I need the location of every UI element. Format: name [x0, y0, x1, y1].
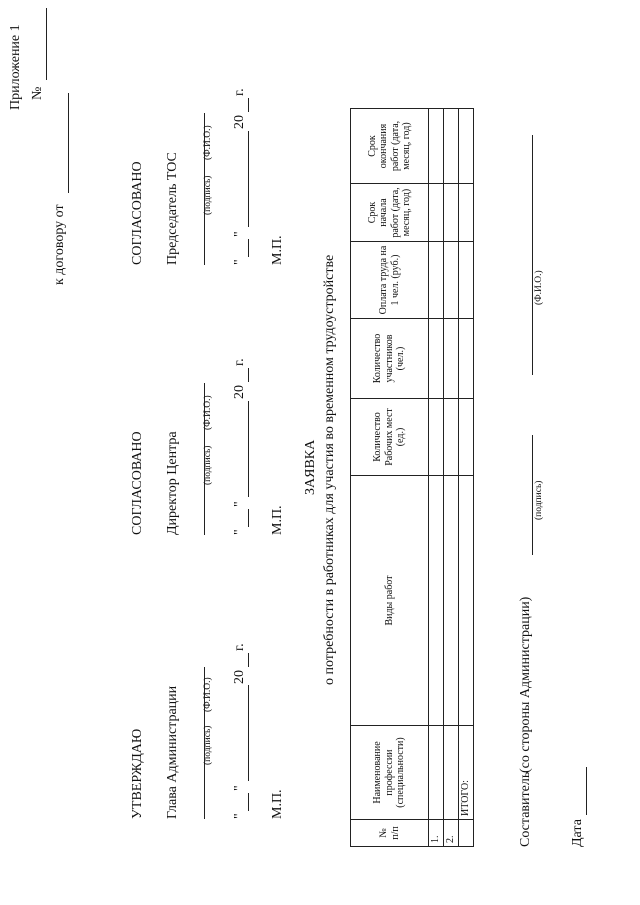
agreed-tos-year-prefix: 20 — [232, 115, 247, 129]
column-header: Наименование профессии (специальности) — [351, 726, 429, 820]
compiler-fio-line — [532, 135, 533, 375]
table-cell — [444, 319, 459, 399]
table-cell — [444, 184, 459, 242]
approved-heading: УТВЕРЖДАЮ — [130, 728, 145, 819]
agreed-center-month-line — [248, 401, 249, 497]
agreed-center-heading: СОГЛАСОВАНО — [130, 431, 145, 535]
table-cell — [429, 476, 444, 726]
table-cell — [444, 476, 459, 726]
table-cell — [444, 399, 459, 476]
table-cell — [459, 399, 474, 476]
table-header-row — [351, 109, 429, 847]
table-cell — [459, 319, 474, 399]
agreed-tos-month-line — [248, 131, 249, 227]
agreed-center-sign-label: (подпись) — [203, 445, 213, 485]
table-cell — [459, 184, 474, 242]
agreed-center-seal: М.П. — [270, 505, 285, 535]
agreed-tos-quote-open: " — [232, 259, 247, 265]
table-cell — [429, 319, 444, 399]
table-cell — [429, 242, 444, 319]
request-subtitle: о потребности в работниках для участия во временном трудоустройстве — [322, 254, 337, 685]
column-header: Срок окончания работ (дата, месяц, год) — [351, 109, 429, 184]
agreed-tos-seal: М.П. — [270, 235, 285, 265]
approved-seal: М.П. — [270, 789, 285, 819]
date-line — [586, 767, 587, 815]
agreed-center-fio-label: (Ф.И.О.) — [203, 395, 213, 430]
approved-day-line — [248, 793, 249, 811]
appendix-title: Приложение 1 — [8, 24, 23, 110]
table-cell — [429, 726, 444, 820]
column-header: Количество участников (чел.) — [351, 319, 429, 399]
column-header: № п/п — [351, 820, 429, 847]
date-label: Дата — [570, 819, 585, 847]
agreed-center-year-prefix: 20 — [232, 385, 247, 399]
agreed-center-day-line — [248, 509, 249, 527]
agreed-tos-year-line — [248, 98, 249, 112]
table-cell — [429, 109, 444, 184]
approved-year-prefix: 20 — [232, 670, 247, 684]
approved-month-line — [248, 685, 249, 781]
column-header: Оплата труда на 1 чел. (руб.) — [351, 242, 429, 319]
compiler-sign-line — [532, 435, 533, 555]
agreed-tos-quote-close: " — [232, 231, 247, 237]
contract-date-line — [68, 93, 69, 193]
agreed-center-quote-open: " — [232, 529, 247, 535]
approved-quote-close: " — [232, 785, 247, 791]
table-cell — [429, 399, 444, 476]
agreed-tos-year-suffix: г. — [232, 88, 247, 96]
approved-sign-label: (подпись) — [203, 725, 213, 765]
contract-from-label: к договору от — [52, 204, 67, 285]
appendix-number-label: № — [30, 86, 45, 100]
column-header: Срок начала работ (дата, месяц, год) — [351, 184, 429, 242]
agreed-tos-position: Председатель ТОС — [165, 152, 180, 265]
compiler-label: Составитель — [518, 771, 533, 847]
column-header: Количество Рабочих мест (ед.) — [351, 399, 429, 476]
compiler-side: (со стороны Администрации) — [518, 596, 533, 773]
agreed-tos-fio-label: (Ф.И.О.) — [203, 125, 213, 160]
agreed-center-quote-close: " — [232, 501, 247, 507]
table-cell — [459, 242, 474, 319]
table-cell — [459, 109, 474, 184]
table-total-row — [459, 109, 474, 847]
agreed-center-year-suffix: г. — [232, 358, 247, 366]
table-cell — [459, 476, 474, 726]
approved-fio-label: (Ф.И.О.) — [203, 677, 213, 712]
table-row — [429, 109, 444, 847]
agreed-center-year-line — [248, 368, 249, 382]
total-label: ИТОГО: — [459, 726, 474, 820]
table-cell — [429, 184, 444, 242]
request-title: ЗАЯВКА — [303, 439, 318, 495]
table-cell — [444, 109, 459, 184]
agreed-tos-heading: СОГЛАСОВАНО — [130, 161, 145, 265]
approved-quote-open: " — [232, 813, 247, 819]
approved-position: Глава Администрации — [165, 685, 180, 819]
table-row — [444, 109, 459, 847]
request-table — [350, 108, 474, 847]
row-number: 1. — [429, 820, 444, 847]
compiler-fio-label: (Ф.И.О.) — [534, 270, 544, 305]
agreed-center-position: Директор Центра — [165, 431, 180, 535]
approved-year-suffix: г. — [232, 643, 247, 651]
approved-year-line — [248, 653, 249, 667]
table-cell — [444, 726, 459, 820]
row-number: 2. — [444, 820, 459, 847]
agreed-tos-sign-label: (подпись) — [203, 175, 213, 215]
appendix-number-line — [46, 8, 47, 80]
table-cell — [459, 820, 474, 847]
table-cell — [444, 242, 459, 319]
compiler-sign-label: (подпись) — [534, 480, 544, 520]
column-header: Виды работ — [351, 476, 429, 726]
agreed-tos-day-line — [248, 239, 249, 257]
